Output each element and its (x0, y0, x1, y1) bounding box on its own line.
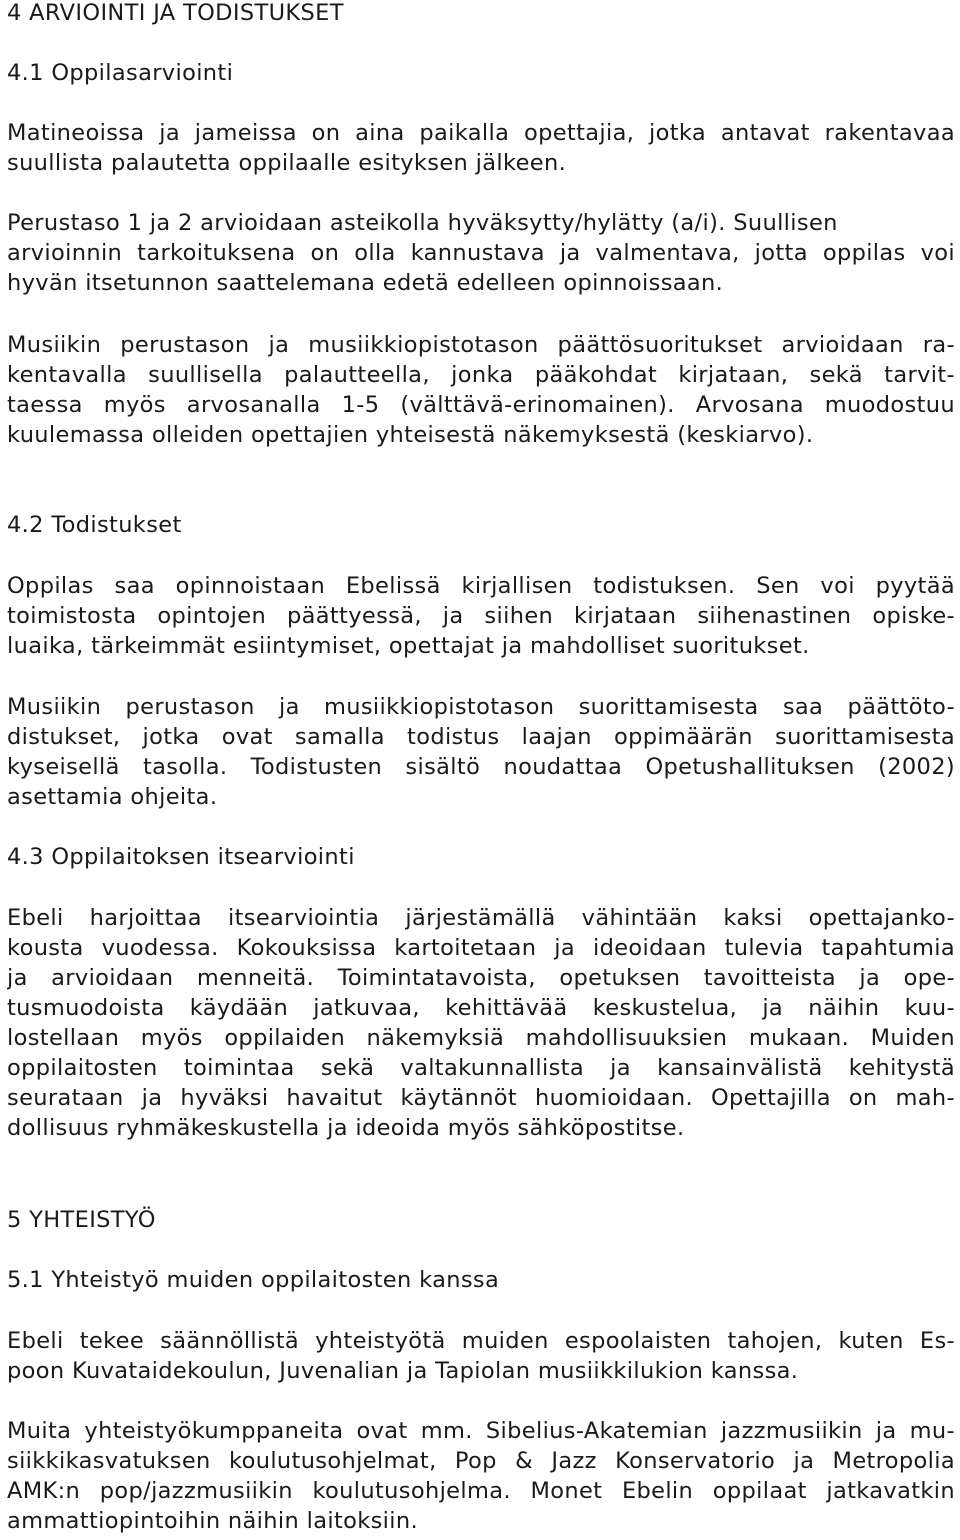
chapter-heading: 4 ARVIOINTI JA TODISTUKSET (7, 0, 344, 26)
paragraph-line: arvioinnin tarkoituksena on olla kannustava ja valmentava, jotta oppilas voi (7, 240, 955, 266)
paragraph-line: Perustaso 1 ja 2 arvioidaan asteikolla hyväksytty/hylätty (a/i). Suullisen (7, 210, 838, 236)
paragraph-line: Matineoissa ja jameissa on aina paikalla opettajia, jotka antavat rakentavaa (7, 120, 955, 146)
paragraph-line: toimistosta opintojen päättyessä, ja siihen kirjataan siihenastinen opiske- (7, 603, 955, 629)
paragraph-line: Muita yhteistyökumppaneita ovat mm. Sibelius-Akatemian jazzmusiikin ja mu- (7, 1418, 955, 1444)
paragraph-line: Musiikin perustason ja musiikkiopistotason päättösuoritukset arvioidaan ra- (7, 332, 955, 358)
section-heading: 4.1 Oppilasarviointi (7, 60, 234, 86)
paragraph-line: lostellaan myös oppilaiden näkemyksiä mahdollisuuksien mukaan. Muiden (7, 1025, 955, 1051)
paragraph-line: Oppilas saa opinnoistaan Ebelissä kirjallisen todistuksen. Sen voi pyytää (7, 573, 955, 599)
paragraph-line: kousta vuodessa. Kokouksissa kartoitetaan ja ideoidaan tulevia tapahtumia (7, 935, 955, 961)
paragraph-line: oppilaitosten toimintaa sekä valtakunnallista ja kansainvälistä kehitystä (7, 1055, 955, 1081)
paragraph-line: seurataan ja hyväksi havaitut käytännöt huomioidaan. Opettajilla on mah- (7, 1085, 955, 1111)
paragraph-line: asettamia ohjeita. (7, 784, 218, 810)
paragraph-line: distukset, jotka ovat samalla todistus laajan oppimäärän suorittamisesta (7, 724, 955, 750)
paragraph-line: ja arvioidaan menneitä. Toimintatavoista, opetuksen tavoitteista ja ope- (7, 965, 955, 991)
paragraph-line: luaika, tärkeimmät esiintymiset, opettajat ja mahdolliset suoritukset. (7, 633, 810, 659)
paragraph-line: kuulemassa olleiden opettajien yhteisestä näkemyksestä (keskiarvo). (7, 422, 814, 448)
paragraph-line: hyvän itsetunnon saattelemana edetä edelleen opinnoissaan. (7, 270, 724, 296)
paragraph-line: taessa myös arvosanalla 1-5 (välttävä-erinomainen). Arvosana muodostuu (7, 392, 955, 418)
paragraph-line: tusmuodoista käydään jatkuvaa, kehittävää keskustelua, ja näihin kuu- (7, 995, 955, 1021)
paragraph-line: AMK:n pop/jazzmusiikin koulutusohjelma. Monet Ebelin oppilaat jatkavatkin (7, 1478, 955, 1504)
paragraph-line: siikkikasvatuksen koulutusohjelmat, Pop & Jazz Konservatorio ja Metropolia (7, 1448, 955, 1474)
paragraph-line: Musiikin perustason ja musiikkiopistotason suorittamisesta saa päättöto- (7, 694, 955, 720)
paragraph-line: Ebeli tekee säännöllistä yhteistyötä muiden espoolaisten tahojen, kuten Es- (7, 1328, 955, 1354)
section-heading: 5.1 Yhteistyö muiden oppilaitosten kanssa (7, 1267, 500, 1293)
paragraph-line: Ebeli harjoittaa itsearviointia järjestämällä vähintään kaksi opettajanko- (7, 905, 955, 931)
paragraph-line: ammattiopintoihin näihin laitoksiin. (7, 1508, 418, 1534)
paragraph-line: suullista palautetta oppilaalle esityksen jälkeen. (7, 150, 567, 176)
section-heading: 4.2 Todistukset (7, 512, 182, 538)
paragraph-line: kentavalla suullisella palautteella, jonka pääkohdat kirjataan, sekä tarvit- (7, 362, 955, 388)
section-heading: 4.3 Oppilaitoksen itsearviointi (7, 844, 355, 870)
paragraph-line: kyseisellä tasolla. Todistusten sisältö noudattaa Opetushallituksen (2002) (7, 754, 955, 780)
paragraph-line: poon Kuvataidekoulun, Juvenalian ja Tapiolan musiikkilukion kanssa. (7, 1358, 799, 1384)
paragraph-line: dollisuus ryhmäkeskustella ja ideoida myös sähköpostitse. (7, 1115, 685, 1141)
chapter-heading: 5 YHTEISTYÖ (7, 1207, 156, 1233)
